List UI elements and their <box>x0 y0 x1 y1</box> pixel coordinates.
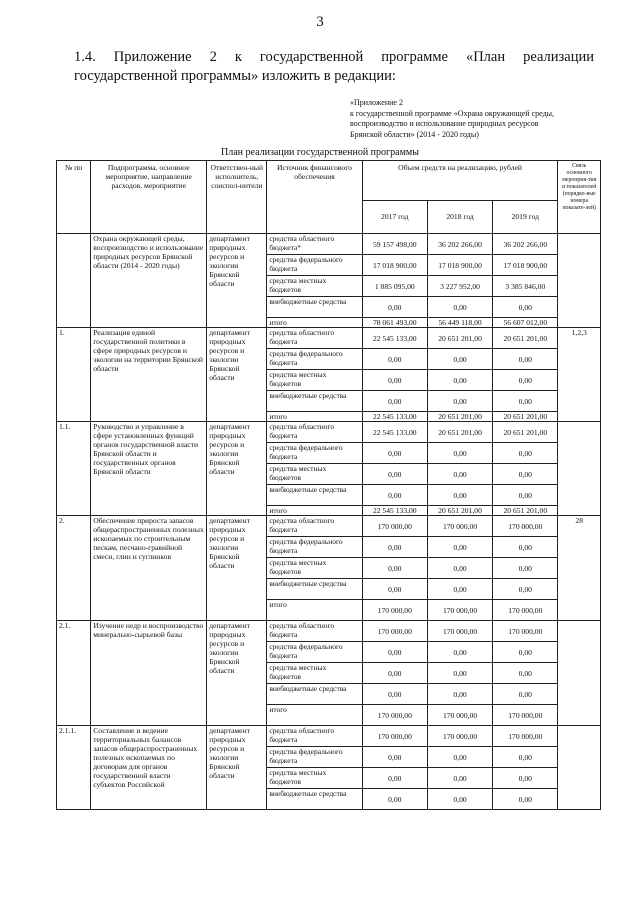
amount-cell: 0,00 <box>362 579 427 600</box>
funding-source: средства областного бюджета <box>267 422 362 443</box>
row-number: 2. <box>57 516 91 621</box>
amount-cell: 36 202 266,00 <box>493 234 558 255</box>
amount-cell: 0,00 <box>427 642 492 663</box>
amount-cell: 3 227 952,00 <box>427 276 492 297</box>
intro-paragraph: 1.4. Приложение 2 к государственной программе «План реализации государственной программы» изложить в редакции: <box>74 49 594 84</box>
indicator-link <box>558 234 601 328</box>
amount-cell: 0,00 <box>362 747 427 768</box>
row-number: 1.1. <box>57 422 91 516</box>
table-row <box>57 328 601 349</box>
activity-name: Руководство и управление в сфере установленных функций органов государственной власти Брянской области и государственных органов Брянской области <box>91 422 207 516</box>
responsible-executor: департамент природных ресурсов и экологии Брянской области <box>207 726 267 810</box>
amount-cell: 170 000,00 <box>362 516 427 537</box>
amount-cell: 0,00 <box>427 370 492 391</box>
amount-cell: 0,00 <box>362 391 427 412</box>
funding-source: итого <box>267 318 362 328</box>
amount-cell: 0,00 <box>362 663 427 684</box>
amount-cell: 20 651 201,00 <box>493 412 558 422</box>
header-link: Связь основного мероприя-тия и показателей (порядко-вые номера показате-лей) <box>558 161 601 234</box>
amount-cell: 17 018 900,00 <box>493 255 558 276</box>
amount-cell: 0,00 <box>493 349 558 370</box>
table-row <box>57 234 601 255</box>
amount-cell: 0,00 <box>493 297 558 318</box>
amount-cell: 36 202 266,00 <box>427 234 492 255</box>
amount-cell: 170 000,00 <box>493 726 558 747</box>
amount-cell: 20 651 201,00 <box>427 328 492 349</box>
row-number <box>57 234 91 328</box>
row-number: 1. <box>57 328 91 422</box>
amount-cell: 22 545 133,00 <box>362 422 427 443</box>
amount-cell: 0,00 <box>362 485 427 506</box>
funding-source: средства областного бюджета* <box>267 234 362 255</box>
funding-source: внебюджетные средства <box>267 485 362 506</box>
table-row <box>57 422 601 443</box>
funding-source: средства федерального бюджета <box>267 255 362 276</box>
funding-source: средства федерального бюджета <box>267 747 362 768</box>
amount-cell: 0,00 <box>493 663 558 684</box>
row-number: 2.1. <box>57 621 91 726</box>
appendix-line: воспроизводство и использование природных ресурсов <box>350 119 539 128</box>
amount-cell: 0,00 <box>427 537 492 558</box>
activity-name: Охрана окружающей среды, воспроизводство и использование природных ресурсов Брянской области (2014 - 2020 годы) <box>91 234 207 328</box>
amount-cell: 0,00 <box>362 684 427 705</box>
amount-cell: 170 000,00 <box>362 600 427 621</box>
amount-cell: 17 018 900,00 <box>362 255 427 276</box>
indicator-link <box>558 621 601 726</box>
amount-cell: 22 545 133,00 <box>362 328 427 349</box>
appendix-header <box>350 98 600 140</box>
funding-source: средства местных бюджетов <box>267 370 362 391</box>
funding-source: средства местных бюджетов <box>267 558 362 579</box>
amount-cell: 0,00 <box>362 768 427 789</box>
amount-cell: 0,00 <box>493 684 558 705</box>
amount-cell: 0,00 <box>493 370 558 391</box>
amount-cell: 0,00 <box>493 485 558 506</box>
amount-cell: 170 000,00 <box>427 516 492 537</box>
header-year: 2019 год <box>493 200 558 233</box>
amount-cell: 0,00 <box>362 537 427 558</box>
funding-source: средства федерального бюджета <box>267 349 362 370</box>
amount-cell: 20 651 201,00 <box>493 422 558 443</box>
activity-name: Изучение недр и воспроизводство минерально-сырьевой базы <box>91 621 207 726</box>
plan-table <box>56 160 601 810</box>
indicator-link: 1,2,3 <box>558 328 601 422</box>
funding-source: внебюджетные средства <box>267 789 362 810</box>
amount-cell: 0,00 <box>493 443 558 464</box>
amount-cell: 170 000,00 <box>493 516 558 537</box>
amount-cell: 3 385 846,00 <box>493 276 558 297</box>
header-year: 2018 год <box>427 200 492 233</box>
header-subprogram: Подпрограмма, основное мероприятие, направление расходов, мероприятие <box>91 161 207 234</box>
header-responsible: Ответствен-ный исполнитель, соиспол-нители <box>207 161 267 234</box>
amount-cell: 0,00 <box>493 558 558 579</box>
indicator-link <box>558 422 601 516</box>
amount-cell: 170 000,00 <box>362 726 427 747</box>
amount-cell: 20 651 201,00 <box>427 412 492 422</box>
activity-name: Обеспечение прироста запасов общераспространенных полезных ископаемых по строительным пескам, песчано-гравийной смеси, глин и суглинков <box>91 516 207 621</box>
table-row <box>57 516 601 537</box>
amount-cell: 0,00 <box>493 537 558 558</box>
amount-cell: 0,00 <box>427 663 492 684</box>
amount-cell: 59 157 498,00 <box>362 234 427 255</box>
amount-cell: 0,00 <box>362 464 427 485</box>
amount-cell: 0,00 <box>427 391 492 412</box>
amount-cell: 0,00 <box>493 642 558 663</box>
funding-source: средства местных бюджетов <box>267 276 362 297</box>
amount-cell: 20 651 201,00 <box>427 422 492 443</box>
amount-cell: 78 061 493,00 <box>362 318 427 328</box>
funding-source: средства местных бюджетов <box>267 464 362 485</box>
funding-source: средства областного бюджета <box>267 328 362 349</box>
amount-cell: 0,00 <box>427 443 492 464</box>
funding-source: внебюджетные средства <box>267 391 362 412</box>
funding-source: итого <box>267 412 362 422</box>
amount-cell: 0,00 <box>493 789 558 810</box>
table-row <box>57 621 601 642</box>
amount-cell: 0,00 <box>427 579 492 600</box>
amount-cell: 170 000,00 <box>493 600 558 621</box>
amount-cell: 22 545 133,00 <box>362 506 427 516</box>
amount-cell: 56 449 118,00 <box>427 318 492 328</box>
funding-source: средства федерального бюджета <box>267 443 362 464</box>
amount-cell: 0,00 <box>427 464 492 485</box>
funding-source: внебюджетные средства <box>267 297 362 318</box>
indicator-link <box>558 726 601 810</box>
row-number: 2.1.1. <box>57 726 91 810</box>
amount-cell: 20 651 201,00 <box>427 506 492 516</box>
indicator-link: 28 <box>558 516 601 621</box>
amount-cell: 0,00 <box>362 370 427 391</box>
funding-source: средства федерального бюджета <box>267 537 362 558</box>
amount-cell: 0,00 <box>427 684 492 705</box>
funding-source: итого <box>267 705 362 726</box>
amount-cell: 170 000,00 <box>493 705 558 726</box>
amount-cell: 0,00 <box>362 443 427 464</box>
appendix-line: Брянской области» (2014 - 2020 годы) <box>350 129 479 139</box>
funding-source: итого <box>267 600 362 621</box>
header-no: № пп <box>57 161 91 234</box>
funding-source: средства областного бюджета <box>267 726 362 747</box>
amount-cell: 0,00 <box>427 349 492 370</box>
amount-cell: 17 018 900,00 <box>427 255 492 276</box>
header-volume: Объем средств на реализацию, рублей <box>362 161 558 201</box>
amount-cell: 20 651 201,00 <box>493 506 558 516</box>
amount-cell: 22 545 133,00 <box>362 412 427 422</box>
activity-name: Реализация единой государственной политики в сфере природных ресурсов и экологии на территории Брянской области <box>91 328 207 422</box>
funding-source: итого <box>267 506 362 516</box>
amount-cell: 0,00 <box>493 768 558 789</box>
amount-cell: 0,00 <box>427 297 492 318</box>
amount-cell: 170 000,00 <box>427 726 492 747</box>
funding-source: средства местных бюджетов <box>267 768 362 789</box>
amount-cell: 170 000,00 <box>362 705 427 726</box>
responsible-executor: департамент природных ресурсов и экологии Брянской области <box>207 328 267 422</box>
amount-cell: 20 651 201,00 <box>493 328 558 349</box>
amount-cell: 0,00 <box>362 349 427 370</box>
table-caption: План реализации государственной программы <box>221 147 419 158</box>
amount-cell: 0,00 <box>427 768 492 789</box>
responsible-executor: департамент природных ресурсов и экологии Брянской области <box>207 422 267 516</box>
header-year: 2017 год <box>362 200 427 233</box>
table-row <box>57 726 601 747</box>
amount-cell: 170 000,00 <box>362 621 427 642</box>
amount-cell: 0,00 <box>427 558 492 579</box>
amount-cell: 56 607 012,00 <box>493 318 558 328</box>
funding-source: внебюджетные средства <box>267 579 362 600</box>
amount-cell: 0,00 <box>362 297 427 318</box>
funding-source: внебюджетные средства <box>267 684 362 705</box>
amount-cell: 170 000,00 <box>427 621 492 642</box>
appendix-line: «Приложение 2 <box>350 98 403 107</box>
responsible-executor: департамент природных ресурсов и экологии Брянской области <box>207 621 267 726</box>
amount-cell: 0,00 <box>362 789 427 810</box>
funding-source: средства областного бюджета <box>267 621 362 642</box>
amount-cell: 0,00 <box>493 579 558 600</box>
appendix-line: к государственной программе «Охрана окружающей среды, <box>350 108 555 118</box>
amount-cell: 0,00 <box>493 391 558 412</box>
funding-source: средства федерального бюджета <box>267 642 362 663</box>
funding-source: средства областного бюджета <box>267 516 362 537</box>
amount-cell: 170 000,00 <box>493 621 558 642</box>
amount-cell: 0,00 <box>427 789 492 810</box>
responsible-executor: департамент природных ресурсов и экологии Брянской области <box>207 516 267 621</box>
amount-cell: 0,00 <box>362 642 427 663</box>
responsible-executor: департамент природных ресурсов и экологии Брянской области <box>207 234 267 328</box>
activity-name: Составление и ведение территориальных балансов запасов общераспространенных полезных ископаемых по договорам для органов государственной власти субъектов Российской <box>91 726 207 810</box>
amount-cell: 0,00 <box>427 747 492 768</box>
amount-cell: 0,00 <box>493 464 558 485</box>
amount-cell: 170 000,00 <box>427 705 492 726</box>
amount-cell: 0,00 <box>362 558 427 579</box>
amount-cell: 0,00 <box>427 485 492 506</box>
amount-cell: 1 885 095,00 <box>362 276 427 297</box>
amount-cell: 0,00 <box>493 747 558 768</box>
funding-source: средства местных бюджетов <box>267 663 362 684</box>
page-number: 3 <box>316 14 324 30</box>
header-source: Источник финансового обеспечения <box>267 161 362 234</box>
amount-cell: 170 000,00 <box>427 600 492 621</box>
